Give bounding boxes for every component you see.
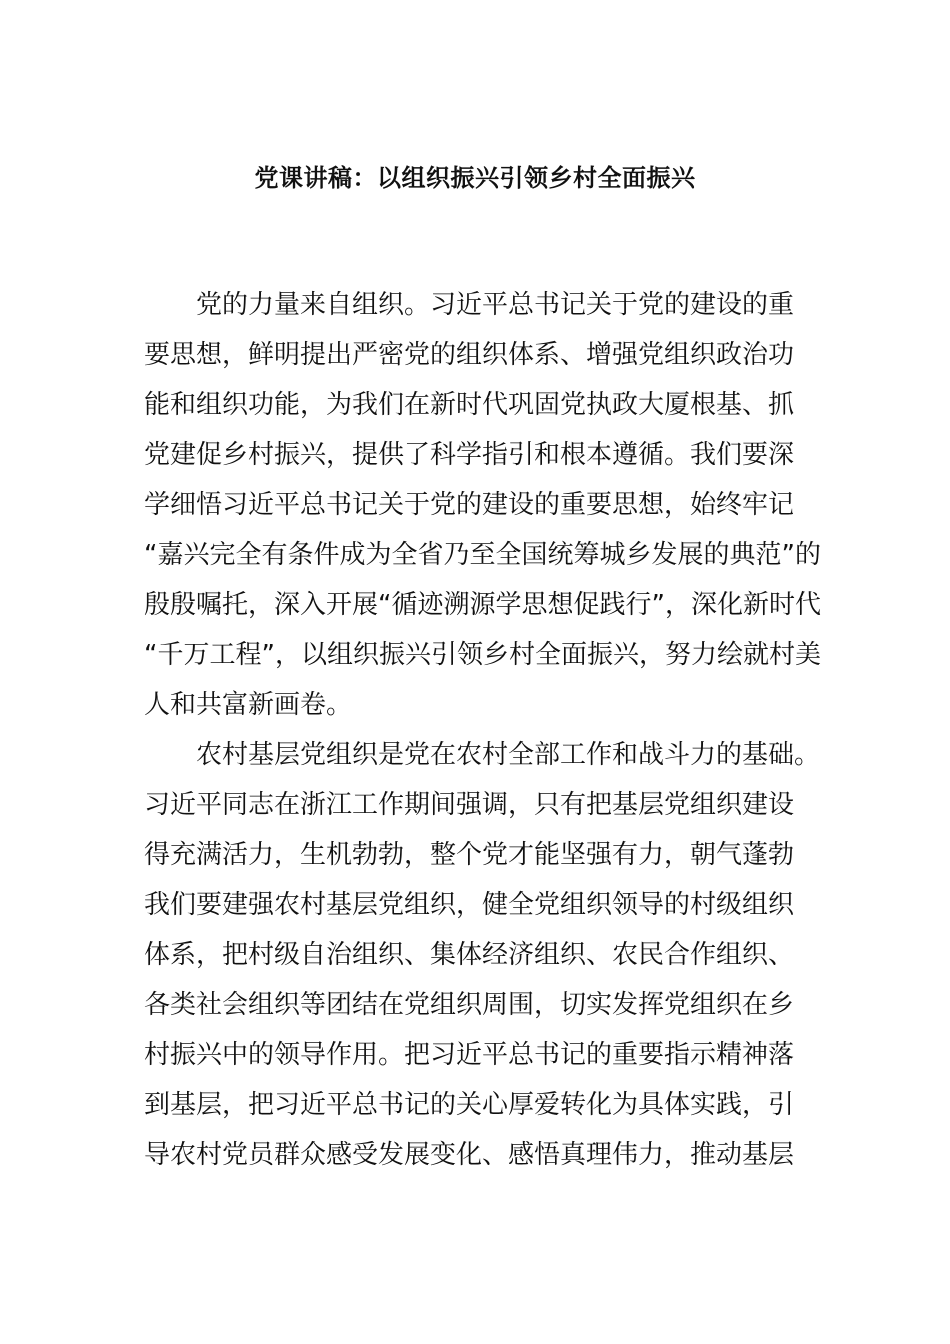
paragraph-line: 学细悟习近平总书记关于党的建设的重要思想，始终牢记: [144, 490, 795, 520]
paragraph-line: 体系，把村级自治组织、集体经济组织、农民合作组织、: [144, 940, 795, 970]
document-body: [144, 280, 844, 1180]
paragraph-line: 要思想，鲜明提出严密党的组织体系、增强党组织政治功: [144, 340, 795, 370]
paragraph-line: 导农村党员群众感受发展变化、感悟真理伟力，推动基层: [144, 1140, 795, 1170]
document-title: 党课讲稿：以组织振兴引领乡村全面振兴: [254, 164, 696, 192]
paragraph-line: 农村基层党组织是党在农村全部工作和战斗力的基础。: [196, 740, 821, 770]
paragraph-line: 我们要建强农村基层党组织，健全党组织领导的村级组织: [144, 890, 795, 920]
paragraph-2: [144, 730, 844, 1180]
paragraph-line: 各类社会组织等团结在党组织周围，切实发挥党组织在乡: [144, 990, 795, 1020]
paragraph-line: 殷殷嘱托，深入开展“循迹溯源学思想促践行”，深化新时代: [144, 590, 821, 620]
paragraph-line: 得充满活力，生机勃勃，整个党才能坚强有力，朝气蓬勃: [144, 840, 795, 870]
paragraph-line: 村振兴中的领导作用。把习近平总书记的重要指示精神落: [144, 1040, 795, 1070]
paragraph-line: 党的力量来自组织。习近平总书记关于党的建设的重: [196, 290, 795, 320]
paragraph-line: “千万工程”，以组织振兴引领乡村全面振兴，努力绘就村美: [144, 640, 821, 670]
paragraph-line: 到基层，把习近平总书记的关心厚爱转化为具体实践，引: [144, 1090, 795, 1120]
paragraph-line: 习近平同志在浙江工作期间强调，只有把基层党组织建设: [144, 790, 795, 820]
paragraph-line: 人和共富新画卷。: [144, 690, 353, 720]
paragraph-1: [144, 280, 844, 730]
paragraph-line: 党建促乡村振兴，提供了科学指引和根本遵循。我们要深: [144, 440, 795, 470]
paragraph-line: “嘉兴完全有条件成为全省乃至全国统筹城乡发展的典范”的: [144, 540, 821, 570]
paragraph-line: 能和组织功能，为我们在新时代巩固党执政大厦根基、抓: [144, 390, 795, 420]
